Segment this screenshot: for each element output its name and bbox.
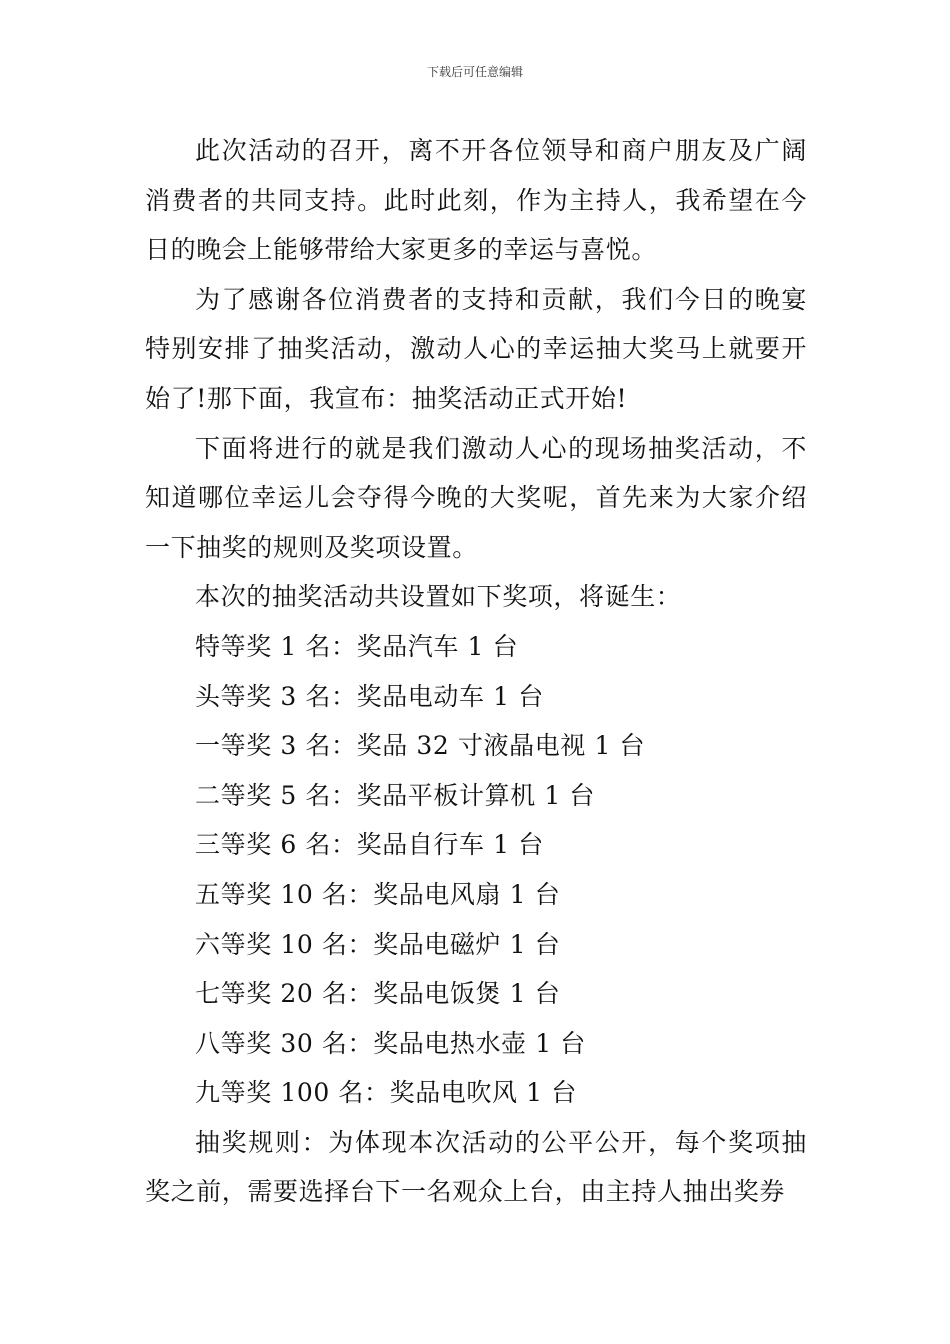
prize-item-ninth: 九等奖 100 名：奖品电吹风 1 台 bbox=[195, 1078, 577, 1108]
paragraph-intro: 下面将进行的就是我们激动人心的现场抽奖活动，不知道哪位幸运儿会夺得今晚的大奖呢，首先来为大家介绍一下抽奖的规则及奖项设置。 bbox=[145, 433, 807, 562]
prize-item-third: 三等奖 6 名：奖品自行车 1 台 bbox=[195, 830, 544, 860]
paragraph-thanks: 为了感谢各位消费者的支持和贡献，我们今日的晚宴特别安排了抽奖活动，激动人心的幸运抽大奖马上就要开始了!那下面，我宣布：抽奖活动正式开始! bbox=[145, 284, 807, 413]
prize-item-second: 二等奖 5 名：奖品平板计算机 1 台 bbox=[195, 780, 595, 810]
prize-item-first: 一等奖 3 名：奖品 32 寸液晶电视 1 台 bbox=[195, 731, 646, 761]
prize-item-special: 特等奖 1 名：奖品汽车 1 台 bbox=[195, 631, 519, 661]
paragraph-prize-setup: 本次的抽奖活动共设置如下奖项，将诞生： bbox=[195, 582, 682, 612]
prize-item-eighth: 八等奖 30 名：奖品电热水壶 1 台 bbox=[195, 1028, 586, 1058]
page-header: 下载后可任意编辑 bbox=[426, 65, 523, 79]
prize-item-fifth: 五等奖 10 名：奖品电风扇 1 台 bbox=[195, 879, 561, 909]
document-body bbox=[145, 126, 807, 1217]
prize-list bbox=[145, 622, 807, 1118]
prize-item-seventh: 七等奖 20 名：奖品电饭煲 1 台 bbox=[195, 979, 561, 1009]
paragraph-rules: 抽奖规则：为体现本次活动的公平公开，每个奖项抽奖之前，需要选择台下一名观众上台，由主持人抽出奖券 bbox=[145, 1127, 807, 1207]
paragraph-opening: 此次活动的召开，离不开各位领导和商户朋友及广阔消费者的共同支持。此时此刻，作为主持人，我希望在今日的晚会上能够带给大家更多的幸运与喜悦。 bbox=[145, 136, 807, 265]
prize-item-sixth: 六等奖 10 名：奖品电磁炉 1 台 bbox=[195, 929, 561, 959]
prize-item-top: 头等奖 3 名：奖品电动车 1 台 bbox=[195, 681, 544, 711]
